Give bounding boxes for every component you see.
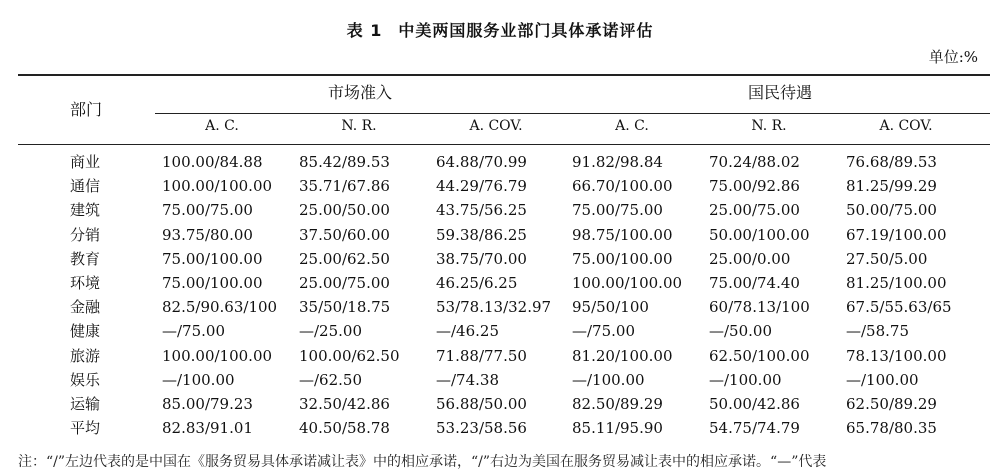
cell-ma-acov: 53.23/58.56 <box>436 419 527 438</box>
cell-nt-acov: 67.19/100.00 <box>846 225 947 244</box>
sector-name: 分销 <box>70 225 101 244</box>
cell-nt-acov: —/100.00 <box>846 370 919 389</box>
table-row <box>0 344 1000 368</box>
cell-nt-ac: 91.82/98.84 <box>572 153 663 171</box>
cell-ma-acov: 53/78.13/32.97 <box>436 298 552 317</box>
cell-nt-acov: 81.25/99.29 <box>846 177 937 196</box>
subheader-nt-ac: A. C. <box>615 118 649 134</box>
sector-name: 教育 <box>70 249 101 268</box>
cell-ma-ac: —/75.00 <box>162 322 225 341</box>
cell-nt-nr: 50.00/42.86 <box>709 394 800 413</box>
cell-nt-nr: 75.00/74.40 <box>709 273 800 292</box>
cell-ma-ac: 75.00/100.00 <box>162 273 263 292</box>
cell-ma-acov: 59.38/86.25 <box>436 225 527 244</box>
sector-name: 环境 <box>70 273 101 292</box>
cell-nt-acov: 50.00/75.00 <box>846 201 937 220</box>
cell-ma-nr: 25.00/50.00 <box>299 201 390 220</box>
table-row <box>0 392 1000 416</box>
table-row <box>0 150 1000 174</box>
top-rule <box>18 74 990 76</box>
unit-label: 单位:% <box>928 48 978 66</box>
cell-ma-nr: 40.50/58.78 <box>299 419 390 438</box>
cell-ma-ac: 75.00/75.00 <box>162 201 253 220</box>
cell-nt-nr: 60/78.13/100 <box>709 298 810 317</box>
cell-nt-nr: 75.00/92.86 <box>709 177 800 196</box>
table-title <box>0 18 1000 41</box>
group-header-national-treatment: 国民待遇 <box>747 83 812 102</box>
subheader-ma-acov: A. COV. <box>469 118 523 134</box>
sector-name: 建筑 <box>70 201 101 220</box>
cell-nt-ac: 98.75/100.00 <box>572 225 673 244</box>
cell-nt-nr: —/100.00 <box>709 370 782 389</box>
cell-nt-ac: 66.70/100.00 <box>572 177 673 196</box>
cell-nt-ac: 81.20/100.00 <box>572 346 673 365</box>
cell-ma-acov: —/74.38 <box>436 370 499 389</box>
cell-nt-acov: —/58.75 <box>846 322 909 341</box>
sector-name: 平均 <box>70 419 101 438</box>
cell-nt-ac: 82.50/89.29 <box>572 394 663 413</box>
cell-ma-acov: 71.88/77.50 <box>436 346 527 365</box>
table-row <box>0 368 1000 392</box>
cell-ma-acov: 56.88/50.00 <box>436 394 527 413</box>
cell-nt-ac: —/100.00 <box>572 370 645 389</box>
sector-name: 健康 <box>70 322 101 341</box>
cell-nt-nr: 25.00/0.00 <box>709 249 791 268</box>
cell-nt-acov: 62.50/89.29 <box>846 394 937 413</box>
table-row <box>0 198 1000 222</box>
cell-ma-acov: 44.29/76.79 <box>436 177 527 196</box>
cell-nt-acov: 65.78/80.35 <box>846 419 937 438</box>
cell-ma-ac: 100.00/84.88 <box>162 153 263 171</box>
sector-name: 商业 <box>70 153 101 171</box>
sector-column-header: 部门 <box>70 100 103 119</box>
table-row <box>0 223 1000 247</box>
sector-name: 金融 <box>70 298 101 317</box>
table-row <box>0 174 1000 198</box>
cell-ma-nr: 25.00/75.00 <box>299 273 390 292</box>
cell-nt-ac: 100.00/100.00 <box>572 273 683 292</box>
cell-ma-ac: 82.5/90.63/100 <box>162 298 278 317</box>
cell-ma-nr: 35/50/18.75 <box>299 298 391 317</box>
cell-nt-acov: 27.50/5.00 <box>846 249 928 268</box>
cell-nt-ac: 85.11/95.90 <box>572 419 663 438</box>
cell-ma-ac: 93.75/80.00 <box>162 225 253 244</box>
cell-ma-nr: 32.50/42.86 <box>299 394 390 413</box>
cell-nt-nr: 25.00/75.00 <box>709 201 800 220</box>
cell-ma-acov: 43.75/56.25 <box>436 201 527 220</box>
cell-nt-ac: 75.00/100.00 <box>572 249 673 268</box>
cell-nt-ac: 75.00/75.00 <box>572 201 663 220</box>
cell-nt-acov: 81.25/100.00 <box>846 273 947 292</box>
subheader-ma-ac: A. C. <box>205 118 239 134</box>
cell-ma-ac: 82.83/91.01 <box>162 419 253 438</box>
cell-ma-nr: 85.42/89.53 <box>299 153 390 171</box>
cell-nt-nr: 54.75/74.79 <box>709 419 800 438</box>
table-row <box>0 416 1000 440</box>
cell-ma-nr: 25.00/62.50 <box>299 249 390 268</box>
table-row <box>0 247 1000 271</box>
table-row <box>0 295 1000 319</box>
sector-name: 运输 <box>70 394 101 413</box>
subheader-nt-nr: N. R. <box>751 118 787 134</box>
cell-nt-acov: 78.13/100.00 <box>846 346 947 365</box>
cell-nt-ac: 95/50/100 <box>572 298 649 317</box>
cell-ma-acov: 46.25/6.25 <box>436 273 518 292</box>
footnote: 注：“/”左边代表的是中国在《服务贸易具体承诺减让表》中的相应承诺，“/”右边为美国在服务贸易减让表中的相应承诺。“—”代表 <box>18 454 827 470</box>
cell-nt-acov: 76.68/89.53 <box>846 153 937 171</box>
table-title-text: 中美两国服务业部门具体承诺评估 <box>398 21 654 40</box>
cell-nt-nr: 70.24/88.02 <box>709 153 800 171</box>
cell-ma-nr: 35.71/67.86 <box>299 177 390 196</box>
cell-ma-nr: —/62.50 <box>299 370 362 389</box>
cell-ma-acov: 64.88/70.99 <box>436 153 527 171</box>
sector-name: 旅游 <box>70 346 101 365</box>
cell-nt-nr: 50.00/100.00 <box>709 225 810 244</box>
cell-ma-nr: —/25.00 <box>299 322 362 341</box>
header-rule <box>18 144 990 145</box>
group-rule <box>155 113 990 114</box>
sector-name: 通信 <box>70 177 101 196</box>
cell-ma-acov: 38.75/70.00 <box>436 249 527 268</box>
cell-nt-nr: 62.50/100.00 <box>709 346 810 365</box>
table-row <box>0 319 1000 343</box>
table-number: 表 1 <box>346 21 383 40</box>
table-body <box>0 150 1000 440</box>
cell-ma-nr: 100.00/62.50 <box>299 346 400 365</box>
table-row <box>0 271 1000 295</box>
subheader-nt-acov: A. COV. <box>879 118 933 134</box>
cell-ma-acov: —/46.25 <box>436 322 499 341</box>
cell-ma-ac: —/100.00 <box>162 370 235 389</box>
cell-nt-acov: 67.5/55.63/65 <box>846 298 952 317</box>
cell-nt-nr: —/50.00 <box>709 322 772 341</box>
cell-nt-ac: —/75.00 <box>572 322 635 341</box>
group-header-market-access: 市场准入 <box>327 83 392 102</box>
cell-ma-ac: 100.00/100.00 <box>162 177 273 196</box>
cell-ma-ac: 100.00/100.00 <box>162 346 273 365</box>
cell-ma-ac: 85.00/79.23 <box>162 394 253 413</box>
cell-ma-ac: 75.00/100.00 <box>162 249 263 268</box>
subheader-ma-nr: N. R. <box>341 118 377 134</box>
sector-name: 娱乐 <box>70 370 101 389</box>
cell-ma-nr: 37.50/60.00 <box>299 225 390 244</box>
